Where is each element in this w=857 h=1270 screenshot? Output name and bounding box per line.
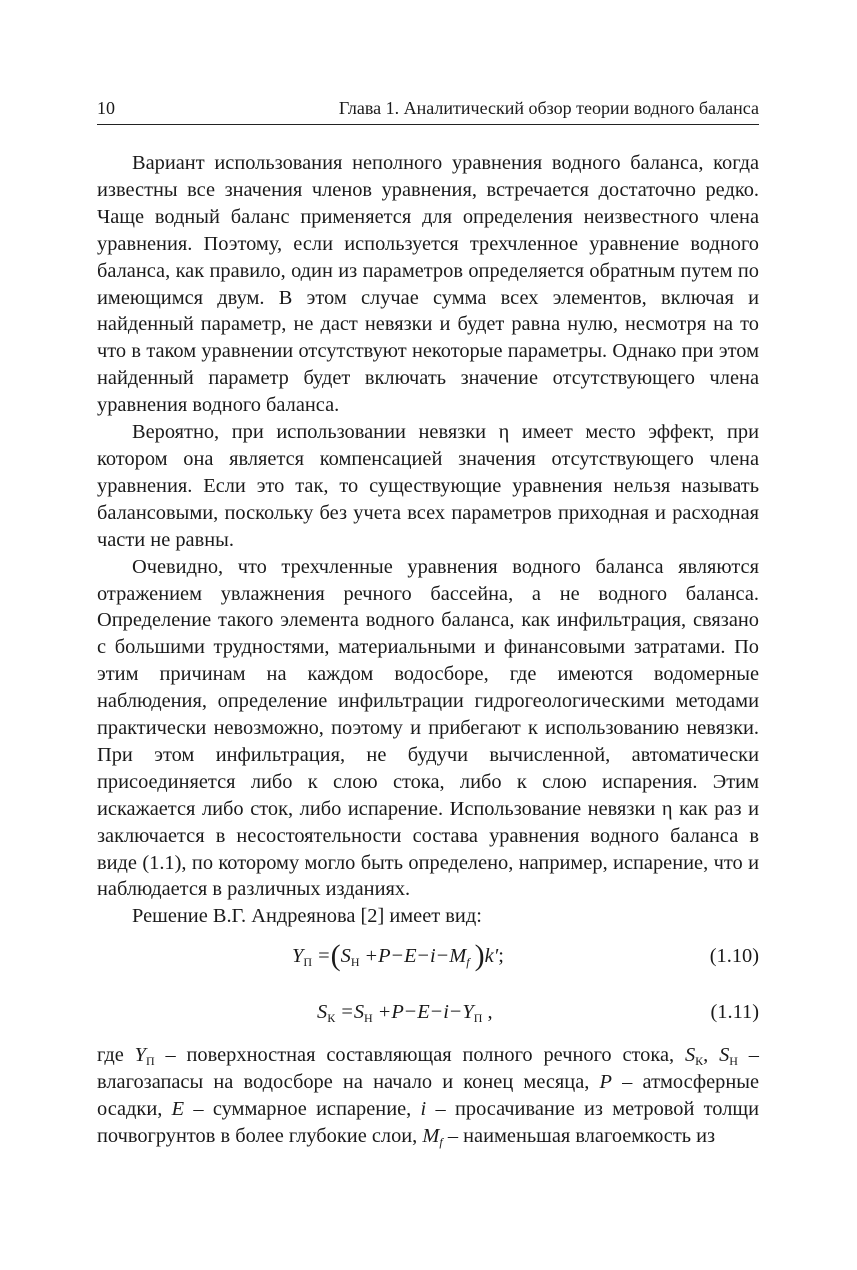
paragraph: Решение В.Г. Андреянова [2] имеет вид: <box>132 905 482 928</box>
body-text <box>97 150 759 1150</box>
equation-1-10 <box>97 930 759 986</box>
paragraph: Вероятно, при использовании невязки η имеет место эффект, при котором она является компенсацией значения отсутствующего члена уравнения. Если это так, то существующие уравнения нельзя называть балансовыми, поскольку без учета всех параметров приходная и расходная части не равны. <box>97 421 759 551</box>
page-number: 10 <box>97 98 115 118</box>
definitions-paragraph: где $Y_П$ – поверхностная составляющая полного речного стока, $S_К$, $S_Н$ – влагозапасы на водосборе на начало и конец месяца, P – атмосферные осадки, E – суммарное испарение, i – просачивание из метровой толщи почвогрунтов в более глубокие слои, $M_f$ – наименьшая влагоемкость из <box>97 1044 760 1149</box>
paragraph: Вариант использования неполного уравнения водного баланса, когда известны все значения членов уравнения, встречается достаточно редко. Чаще водный баланс применяется для определения неизвестного члена уравнения. Поэтому, если используется трехчленное уравнение водного баланса, как правило, один из параметров определяется обратным путем по имеющимся двум. В этом случае сумма всех элементов, включая и найденный параметр, не даст невязки и будет равна нулю, несмотря на то что в таком уравнении отсутствуют некоторые параметры. Однако при этом найденный параметр будет включать значение отсутствующего члена уравнения водного баланса. <box>97 152 759 417</box>
paragraph: Очевидно, что трехчленные уравнения водного баланса являются отражением увлажнения речного бассейна, а не водного баланса. Определение такого элемента водного баланса, как инфильтрация, связано с большими трудностями, материальными и финансовыми затратами. По этим причинам на каждом водосборе, где имеются водомерные наблюдения, определение инфильтрации гидрогеологическими методами практически невозможно, поэтому и прибегают к использованию невязки. При этом инфильтрация, не будучи вычисленной, автоматически присоединяется либо к слою стока, либо к слою испарения. Этим искажается либо сток, либо испарение. Использование невязки η как раз и заключается в несостоятельности состава уравнения водного баланса в виде (1.1), по которому могло быть определено, например, испарение, что и наблюдается в различных изданиях. <box>97 555 759 901</box>
equation-formula: $Y_П =(S_Н +P-E-i-M_f$ )k′; <box>292 939 504 973</box>
equation-1-11 <box>97 986 759 1042</box>
equation-number: (1.11) <box>710 1001 759 1024</box>
running-title: Глава 1. Аналитический обзор теории водного баланса <box>338 98 759 118</box>
equation-formula: $S_К =S_Н +P-E-i-Y_П$ , <box>317 1001 493 1026</box>
equation-number: (1.10) <box>709 945 759 968</box>
header-rule <box>97 124 759 125</box>
